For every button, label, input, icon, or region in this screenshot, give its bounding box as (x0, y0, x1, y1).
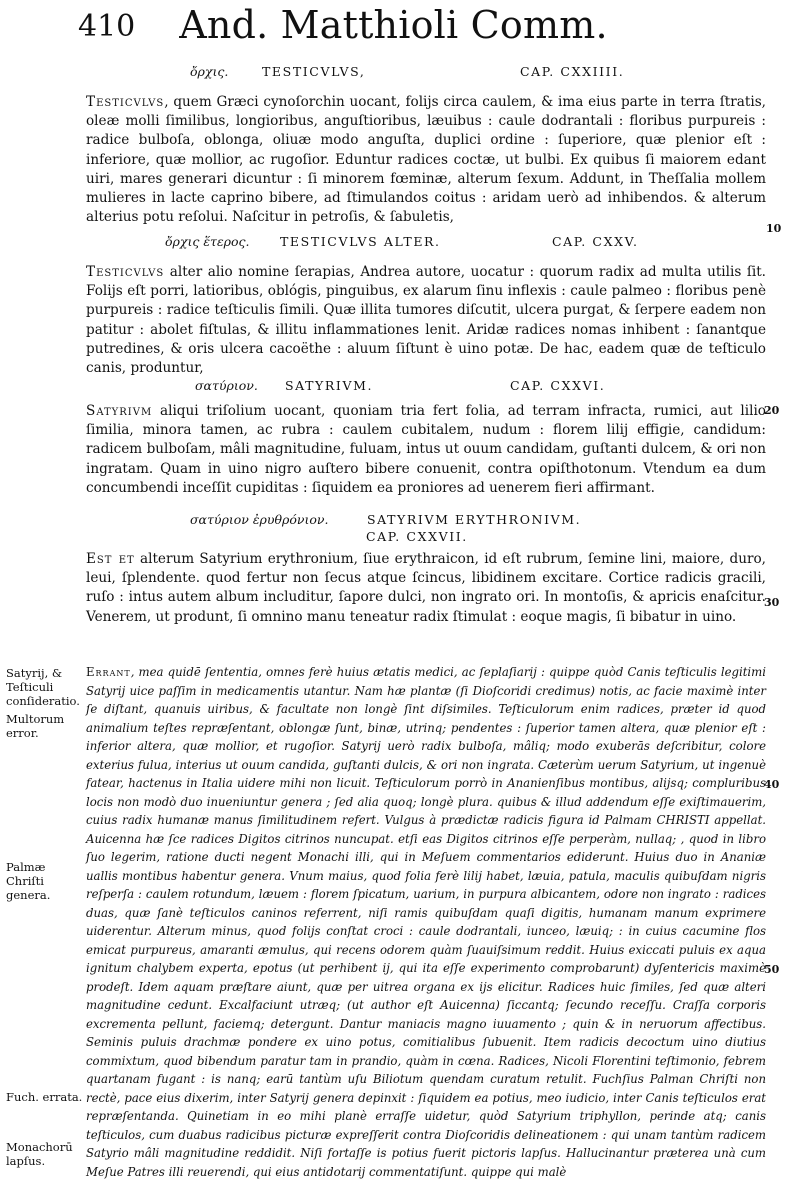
line-number: 20 (764, 404, 780, 417)
chapter-body: aliqui triſolium uocant, quoniam tria fert folia, ad terram infracta, rumici, aut lilio ſimilia, minora tamen, ac rubra : caulem cubitalem, nudum : florem lilij effigie, candidum: radicem bulboſam, mâli magnitudine, fuluam, intus ut ouum candidam, guſtanti dulcem, & ori non ingratam. Quam in uino nigro auſtero bibere conuenit, contra opiſthotonum. Vtendum ea dum concumbendi inceſſit cupiditas : ſiquidem ea proniores ad uenerem fieri affirmant. (86, 403, 766, 496)
line-number: 40 (764, 778, 780, 791)
lead-word: Errant (86, 665, 131, 679)
margin-note: Palmæ Chriſti genera. (6, 860, 51, 902)
chapter-text (86, 402, 766, 498)
chapter-text (86, 550, 766, 627)
commentary-body: , mea quidē ſententia, omnes ferè huius ætatis medici, ac ſeplaſiarij : quippe quòd Canis teſticulis legitimi Satyrij uice paſſim in medicamentis utantur. Nam hæ plantæ (ſi Dioſcoridi credimus) notis, ac facie maximè inter ſe diſtant, quanuis uiribus, & facultate non longè ſint diſsimiles. Teſticulorum enim radices, præter id quod animalium teſtes repræſentant, oblongæ ſunt, binæ, utrinq; pendentes : ſuperior tamen altera, quæ plenior eſt : inferior altera, quæ mollior, et rugoſior. Satyrij uerò radix bulboſa, mâliq; modo exuberās deſcribitur, colore exterius fulua, interius ut ouum candida, guſtanti dulcis, & ori non ingrata. Cæterùm uerum Satyrium, ut ingenuè fatear, hactenus in Italia uidere mihi non licuit. Teſticulorum porrò in Ananienſibus montibus, alijsq; compluribus locis non modò duo inueniuntur genera ; ſed alia quoq; longè plura. quibus & illud addendum eſſe exiſtimauerim, cuius radix humanæ manus ſimilitudinem refert. Vulgus à prædictæ radicis figura id Palmam CHRISTI appellat. Auicenna hæ ſce radices Digitos citrinos nuncupat. etſi eas Digitos citrinos eſſe perperàm, nullaq; , quod in libro ſuo legerim, ratione ducti negent Monachi illi, qui in Meſuem commentarios ediderunt. Huius duo in Ananiæ uallis montibus habentur genera. Vnum maius, quod folia ferè lilij habet, læuia, patula, maculis quibuſdam nigris reſperſa : caulem rotundum, læuem : florem ſpicatum, uarium, in purpura albicantem, odore non ingrato : radices duas, quæ ſanè teſticulos caninos referrent, niſi ramis quibuſdam quaſi digitis, humanam manum exprimere uiderentur. Alterum minus, quod folijs conſtat croci : caule dodrantali, iunceo, læuiq; : in cuius cacumine flos emicat purpureus, amaranti æmulus, qui recens odorem quàm ſuauiſsimum reddit. Huius exiccati puluis ex aqua ignitum chalybem experta, epotus (ut perhibent ij, qui ita eſſe experimento comprobarunt) dyſentericis maximè prodeſt. Idem aquam præſtare aiunt, quæ per uitrea organa ex ijs elicitur. Radices huic ſimiles, ſed quæ alteri magnitudine cedunt. Excalfaciunt utræq; (ut author eſt Auicenna) ſiccantq; ſecundo receſſu. Craſſa corporis excrementa pellunt, faciemq; detergunt. Dantur maniacis magno iuuamento ; quin & in neruorum affectibus. Seminis puluis drachmæ pondere ex uino potus, comitialibus ſubuenit. Item radicis decoctum uino diutius commixtum, quod bibendum paratur tam in prandio, quàm in cœna. Radices, Nicoli Florentini teſtimonio, febrem quartanam fugant : is nanq; earū tantùm uſu Biliotum quendam curatum retulit. Fuchſius Palman Chriſti non rectè, pace eius dixerim, inter Satyrij genera depinxit : ſiquidem ea potius, meo iudicio, inter Canis teſticulos erat repræſentanda. Quinetiam in eo mihi planè erraſſe uidetur, quòd Satyrium triphyllon, perinde atq; canis teſticulos, cum duabus radicibus picturæ expreſſerit contra Dioſcoridis delineationem : qui unam tantùm radicem Satyrio mâli magnitudine reddidit. Niſi fortaſſe is potius fuerit pictoris lapſus. Hallucinantur præterea unà cum Meſue Patres illi reuerendi, qui eius antidotarij commentatiſunt. quippe qui malè (86, 665, 766, 1179)
chapter-body: alterum Satyrium erythronium, ſiue erythraicon, id eſt rubrum, ſemine lini, maiore, duro, leui, ſplendente. quod fertur non ſecus atque ſcincus, libidinem excitare. Cortice radicis gracili, ruſo : intus autem album includitur, ſapore dulci, non ingrato ori. In montoſis, & apricis enaſcitur. Venerem, ut produnt, ſi omnino manu teneatur radix ſtimulat : eoque magis, ſi bibatur in uino. (86, 551, 766, 625)
greek-name: σατύριον. (195, 378, 258, 393)
chapter-text (86, 93, 766, 227)
line-number: 50 (764, 963, 780, 976)
margin-note: Fuch. errata. (6, 1090, 83, 1104)
chapter-body: alter alio nomine ſerapias, Andrea autore, uocatur : quorum radix ad multa utilis ſit. Folijs eſt porri, latioribus, oblógis, pinguibus, ex alarum ſinu inflexis : caule palmeo : floribus penè purpureis : radice teſticulis ſimili. Quæ illita tumores diſcutit, ulcera purgat, & ſerpere eadem non patitur : abolet fiſtulas, & illitu inflammationes lenit. Aridæ radices nomas inhibent : ſanantque putredines, & oris ulcera cacoëthe : aluum ſiſtunt è uino potæ. De hac, eadem quæ de teſticulo canis, produntur, (86, 264, 766, 377)
lead-word: Est et (86, 551, 135, 567)
chapter-text (86, 263, 766, 378)
chapter-body: , quem Græci cynoſorchin uocant, folijs circa caulem, & ima eius parte in terra ſtratis, oleæ molli ſimilibus, longioribus, anguſtioribus, læuibus : caule dodrantali : floribus purpureis : radice bulboſa, oblonga, oliuæ modo anguſta, duplici ordine : ſuperiore, quæ plenior eſt : inferiore, quæ mollior, ac rugoſior. Eduntur radices coctæ, ut bulbi. Ex quibus ſi maiorem edant uiri, mares generari dicuntur : ſi minorem fœminæ, alterum ſexum. Addunt, in Theſſalia mollem mulieres in lacte caprino bibere, ad ſtimulandos coitus : aridam uerò ad inhibendos. & alterum alterius potu reſolui. Naſcitur in petroſis, & ſabuletis, (86, 94, 766, 226)
greek-name: σατύριον ἐρυθρόνιον. (190, 512, 329, 527)
margin-note: Satyrij, & Teſticuli conſideratio. (6, 666, 80, 708)
chapter-number: CAP. CXXIIII. (520, 64, 625, 79)
running-title: And. Matthioli Comm. (179, 3, 608, 47)
chapter-number: CAP. CXXVII. (366, 529, 468, 544)
commentary-text (86, 663, 766, 1181)
line-number: 10 (766, 222, 782, 235)
chapter-number: CAP. CXXVI. (510, 378, 606, 393)
latin-name: TESTICVLVS, (262, 64, 366, 79)
lead-word: Testicvlvs (86, 264, 165, 280)
latin-name: SATYRIVM ERYTHRONIVM. (367, 512, 582, 527)
latin-name: TESTICVLVS ALTER. (280, 234, 441, 249)
line-number: 30 (764, 596, 780, 609)
margin-note: Multorum error. (6, 712, 65, 740)
greek-name: ὄρχις. (190, 64, 229, 79)
page-number: 410 (78, 9, 136, 44)
chapter-number: CAP. CXXV. (552, 234, 639, 249)
lead-word: Satyrivm (86, 403, 153, 419)
greek-name: ὄρχις ἕτερος. (165, 234, 250, 249)
lead-word: Testicvlvs (86, 94, 165, 110)
latin-name: SATYRIVM. (285, 378, 374, 393)
margin-note: Monachorū lapſus. (6, 1140, 73, 1168)
